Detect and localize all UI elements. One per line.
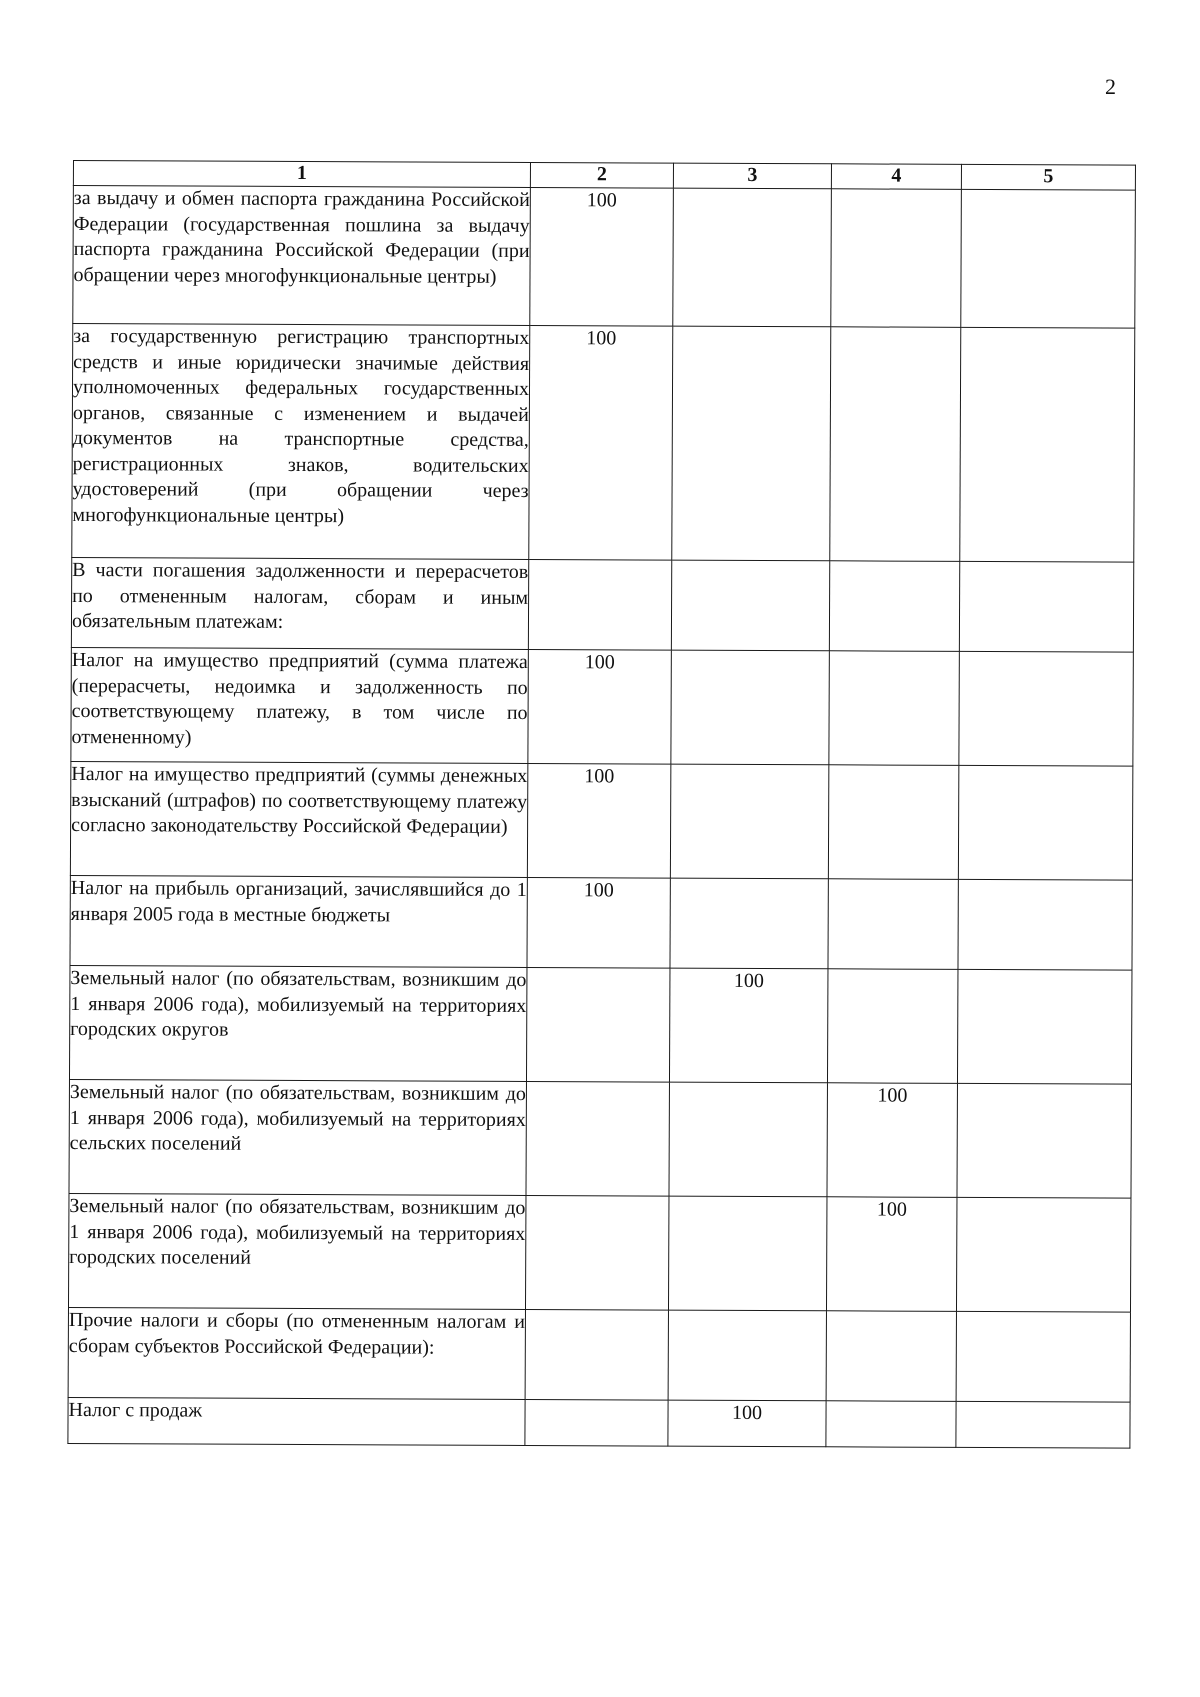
row-description: Земельный налог (по обязательствам, возникшим до 1 января 2006 года), мобилизуемый на территориях сельских поселений [69, 1079, 526, 1195]
cell-col-2 [525, 1399, 668, 1446]
cell-col-2: 100 [530, 187, 674, 326]
cell-col-4: 100 [827, 1083, 957, 1198]
cell-col-4: 100 [826, 1197, 956, 1312]
cell-col-3 [671, 560, 829, 651]
cell-col-4 [829, 651, 959, 766]
table-row [69, 1079, 1131, 1198]
cell-col-4 [828, 879, 958, 970]
page-number: 2 [1105, 74, 1116, 99]
row-description: Налог на имущество предприятий (суммы денежных взысканий (штрафов) по соответствующему платежу согласно законодательству Российской Федерации) [70, 761, 527, 877]
cell-col-4 [826, 1311, 956, 1402]
row-description: В части погашения задолженности и перерасчетов по отмененным налогам, сборам и иным обязательным платежам: [71, 557, 528, 649]
row-description: Налог на имущество предприятий (сумма платежа (перерасчеты, недоимка и задолженность по соответствующему платежу, в том числе по отмененному) [71, 647, 528, 763]
row-description: за государственную регистрацию транспортных средств и иные юридически значимые действия уполномоченных федеральных государственных органов, связанные с изменением и выдачей документов на транспортные средства, регистрационных знаков, водительских удостоверений (при обращении через многофункциональные центры) [72, 324, 530, 560]
cell-col-5 [957, 1083, 1131, 1198]
cell-col-3: 100 [668, 1400, 826, 1447]
cell-col-5 [959, 651, 1133, 766]
cell-col-3 [670, 764, 828, 879]
table-row [71, 557, 1133, 652]
table-row [72, 324, 1135, 563]
row-description: Прочие налоги и сборы (по отмененным налогам и сборам субъектов Российской Федерации): [68, 1307, 525, 1399]
cell-col-5 [956, 1401, 1130, 1448]
column-header-5: 5 [961, 164, 1135, 190]
table-row [69, 965, 1131, 1084]
cell-col-2 [528, 559, 671, 650]
column-header-4: 4 [831, 164, 961, 190]
cell-col-2: 100 [527, 877, 670, 968]
cell-col-3 [669, 1082, 827, 1197]
cell-col-3 [668, 1310, 826, 1401]
cell-col-3 [673, 188, 832, 327]
cell-col-5 [957, 969, 1131, 1084]
cell-col-5 [958, 879, 1132, 970]
cell-col-3 [671, 650, 829, 765]
cell-col-2: 100 [529, 325, 673, 560]
cell-col-4 [829, 561, 959, 652]
cell-col-4 [831, 189, 962, 328]
cell-col-4 [827, 969, 957, 1084]
cell-col-3 [672, 326, 831, 561]
cell-col-5 [956, 1197, 1130, 1312]
row-description: Земельный налог (по обязательствам, возникшим до 1 января 2006 года), мобилизуемый на территориях городских округов [69, 965, 526, 1081]
table-row [73, 186, 1136, 329]
row-description: Налог на прибыль организаций, зачислявшийся до 1 января 2005 года в местные бюджеты [70, 875, 527, 967]
cell-col-5 [956, 1311, 1130, 1402]
row-description: Земельный налог (по обязательствам, возникшим до 1 января 2006 года), мобилизуемый на территориях городских поселений [68, 1193, 525, 1309]
column-header-2: 2 [530, 162, 673, 188]
cell-col-3 [668, 1196, 826, 1311]
cell-col-2: 100 [527, 763, 670, 878]
column-header-3: 3 [673, 163, 831, 189]
cell-col-4 [826, 1401, 956, 1448]
cell-col-4 [830, 327, 961, 562]
cell-col-5 [960, 327, 1135, 562]
cell-col-2 [526, 1081, 669, 1196]
table-row [68, 1307, 1130, 1402]
table-row [70, 761, 1132, 880]
row-description: за выдачу и обмен паспорта гражданина Российской Федерации (государственная пошлина за выдачу паспорта гражданина Российской Федерации (при обращении через многофункциональные центры) [73, 186, 531, 326]
cell-col-5 [959, 561, 1133, 652]
cell-col-2 [526, 967, 669, 1082]
cell-col-2 [525, 1309, 668, 1400]
cell-col-5 [961, 189, 1136, 328]
cell-col-3 [670, 878, 828, 969]
table-row [71, 647, 1133, 766]
allocation-table [67, 160, 1136, 1449]
cell-col-5 [958, 765, 1132, 880]
cell-col-4 [828, 765, 958, 880]
table-row [68, 1397, 1130, 1448]
cell-col-3: 100 [669, 968, 827, 1083]
row-description: Налог с продаж [68, 1397, 525, 1445]
column-header-1: 1 [73, 161, 530, 188]
cell-col-2 [525, 1195, 668, 1310]
table-row [70, 875, 1132, 970]
cell-col-2: 100 [528, 649, 671, 764]
table-row [68, 1193, 1130, 1312]
